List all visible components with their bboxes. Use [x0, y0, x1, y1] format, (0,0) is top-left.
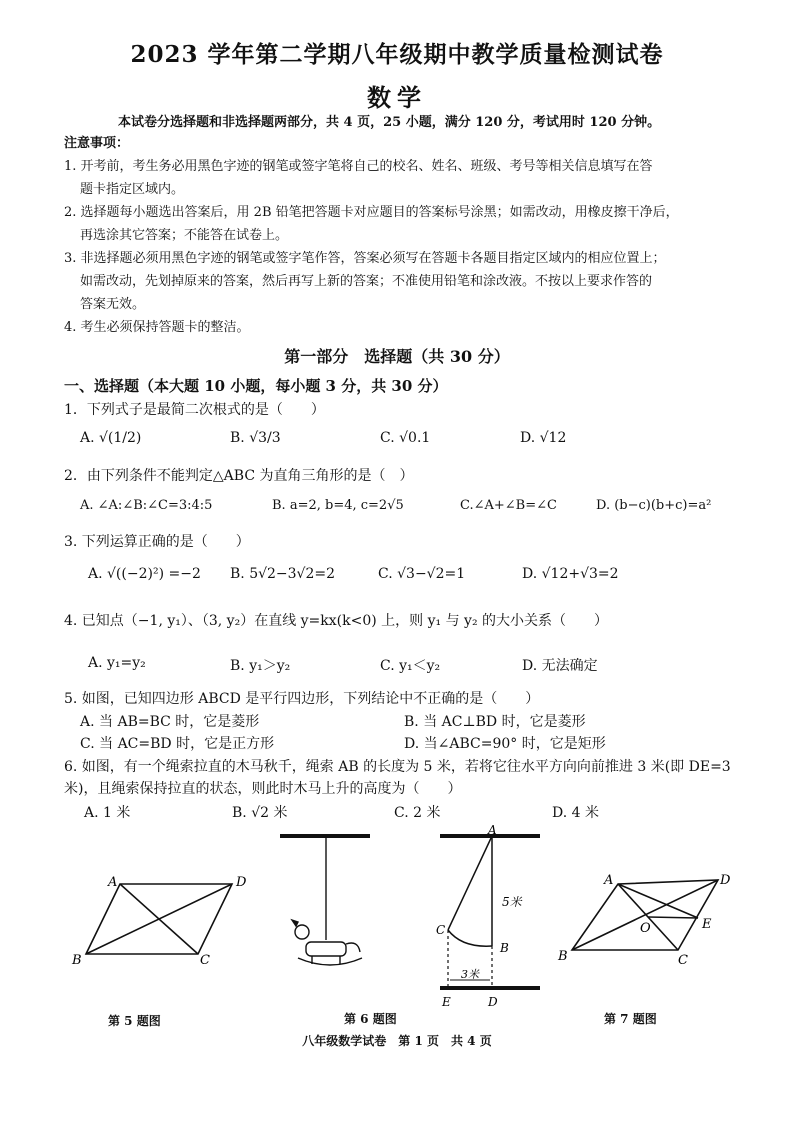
figure-5-label-d: D — [236, 875, 247, 890]
question-6-stem-line-2: 米)，且绳索保持拉直的状态，则此时木马上升的高度为（ ） — [64, 781, 462, 797]
figure-7-diagonal-bd — [572, 880, 718, 950]
figure-6b-label-a: A — [488, 823, 497, 837]
figure-6b-arc — [448, 930, 492, 946]
question-1-option-a: A. √(1/2) — [80, 430, 142, 446]
question-5-option-a: A. 当 AB=BC 时，它是菱形 — [80, 714, 260, 730]
section-heading: 一、选择题（本大题 10 小题，每小题 3 分，共 30 分） — [64, 377, 448, 395]
notes-heading: 注意事项： — [64, 136, 130, 151]
question-3-stem: 3. 下列运算正确的是（ ） — [64, 534, 250, 550]
question-2-option-a: A. ∠A:∠B:∠C=3:4:5 — [80, 498, 213, 513]
question-5-option-d: D. 当∠ABC=90° 时，它是矩形 — [404, 736, 606, 752]
question-3-option-d: D. √12+√3=2 — [522, 566, 619, 582]
figure-6-caption: 第 6 题图 — [344, 1012, 397, 1026]
question-2-stem: 2．由下列条件不能判定△ABC 为直角三角形的是（ ） — [64, 468, 414, 484]
note-2-line-1: 2. 选择题每小题选出答案后，用 2B 铅笔把答题卡对应题目的答案标号涂黑；如需改动，用橡皮擦干净后， — [64, 205, 679, 220]
question-6-option-b: B. √2 米 — [232, 805, 288, 821]
question-4-option-d: D. 无法确定 — [522, 658, 598, 674]
note-3-line-2: 如需改动，先划掉原来的答案，然后再写上新的答案；不准使用铅笔和涂改液。不按以上要求作答的 — [80, 274, 653, 289]
figure-5-label-c: C — [200, 953, 210, 968]
question-4-option-b: B. y₁＞y₂ — [230, 658, 291, 674]
question-5-stem: 5. 如图，已知四边形 ABCD 是平行四边形，下列结论中不正确的是（ ） — [64, 691, 540, 707]
figure-6b-label-e: E — [442, 995, 451, 1009]
figure-5-label-a: A — [108, 875, 118, 890]
question-6-stem-line-1: 6. 如图，有一个绳索拉直的木马秋千，绳索 AB 的长度为 5 米，若将它往水平方向向前推进 3 米(即 DE=3 — [64, 759, 731, 775]
rocking-horse-icon — [292, 920, 362, 965]
question-2-option-d: D. (b−c)(b+c)=a² — [596, 498, 712, 513]
question-6-option-c: C. 2 米 — [394, 805, 441, 821]
question-4-stem: 4. 已知点（−1, y₁）、（3, y₂）在直线 y=kx(k<0) 上，则 y₁ 与 y₂ 的大小关系（ ） — [64, 613, 609, 629]
figure-7-label-b: B — [558, 949, 568, 964]
exam-intro: 本试卷分选择题和非选择题两部分，共 4 页，25 小题，满分 120 分，考试用时 120 分钟。 — [118, 115, 661, 130]
figure-6b-length-label: 5米 — [502, 895, 522, 909]
figure-7-segment-ae — [618, 884, 698, 918]
question-2-option-b: B. a=2, b=4, c=2√5 — [272, 498, 404, 513]
figures-area — [0, 820, 794, 1030]
figure-5-diagonal-bd — [86, 884, 232, 954]
figure-7-label-a: A — [604, 873, 614, 888]
question-5-option-c: C. 当 AC=BD 时，它是正方形 — [80, 736, 275, 752]
figure-5-caption: 第 5 题图 — [108, 1014, 161, 1028]
note-3-line-3: 答案无效。 — [80, 297, 146, 312]
part1-heading: 第一部分 选择题（共 30 分） — [284, 347, 510, 366]
figure-5-parallelogram — [86, 884, 232, 954]
figure-7-parallelogram — [572, 880, 718, 950]
figure-6b-distance-label: 3米 — [461, 968, 479, 981]
question-1-option-b: B. √3/3 — [230, 430, 281, 446]
note-3-line-1: 3. 非选择题必须用黑色字迹的钢笔或签字笔作答，答案必须写在答题卡各题目指定区域内的相应位置上； — [64, 251, 666, 266]
figure-5-label-b: B — [72, 953, 82, 968]
question-3-option-a: A. √((−2)²) =−2 — [88, 566, 201, 582]
figure-7-label-o: O — [640, 921, 651, 936]
figure-7-segment-oe — [648, 917, 698, 918]
question-1-option-d: D. √12 — [520, 430, 567, 446]
exam-subject: 数学 — [367, 83, 427, 112]
figure-6b-label-d: D — [488, 995, 498, 1009]
question-1-option-c: C. √0.1 — [380, 430, 431, 446]
question-5-option-b: B. 当 AC⊥BD 时，它是菱形 — [404, 714, 586, 730]
figure-6-geometry — [440, 836, 540, 988]
figure-6-swing — [280, 836, 370, 965]
note-4: 4. 考生必须保持答题卡的整洁。 — [64, 320, 250, 335]
figure-6b-label-b: B — [500, 941, 509, 955]
note-1-line-1: 1. 开考前，考生务必用黑色字迹的钢笔或签字笔将自己的校名、姓名、班级、考号等相关信息填写在答 — [64, 159, 653, 174]
figure-7-caption: 第 7 题图 — [604, 1012, 657, 1026]
figure-7-label-c: C — [678, 953, 688, 968]
figure-6b-rope-ac — [448, 836, 492, 930]
note-1-line-2: 题卡指定区域内。 — [80, 182, 185, 197]
question-2-option-c: C.∠A+∠B=∠C — [460, 498, 557, 513]
question-4-option-a: A. y₁=y₂ — [88, 655, 146, 671]
question-3-option-c: C. √3−√2=1 — [378, 566, 466, 582]
figure-7-label-d: D — [720, 873, 731, 888]
question-6-option-d: D. 4 米 — [552, 805, 599, 821]
question-4-option-c: C. y₁＜y₂ — [380, 658, 441, 674]
question-3-option-b: B. 5√2−3√2=2 — [230, 566, 336, 582]
figure-6b-label-c: C — [436, 923, 446, 937]
question-1-stem: 1．下列式子是最简二次根式的是（ ） — [64, 402, 325, 418]
exam-title: 2023 学年第二学期八年级期中教学质量检测试卷 — [130, 41, 664, 68]
note-2-line-2: 再选涂其它答案；不能答在试卷上。 — [80, 228, 289, 243]
figure-7-label-e: E — [702, 917, 712, 932]
page-footer: 八年级数学试卷 第 1 页 共 4 页 — [302, 1034, 492, 1048]
question-6-option-a: A. 1 米 — [84, 805, 131, 821]
